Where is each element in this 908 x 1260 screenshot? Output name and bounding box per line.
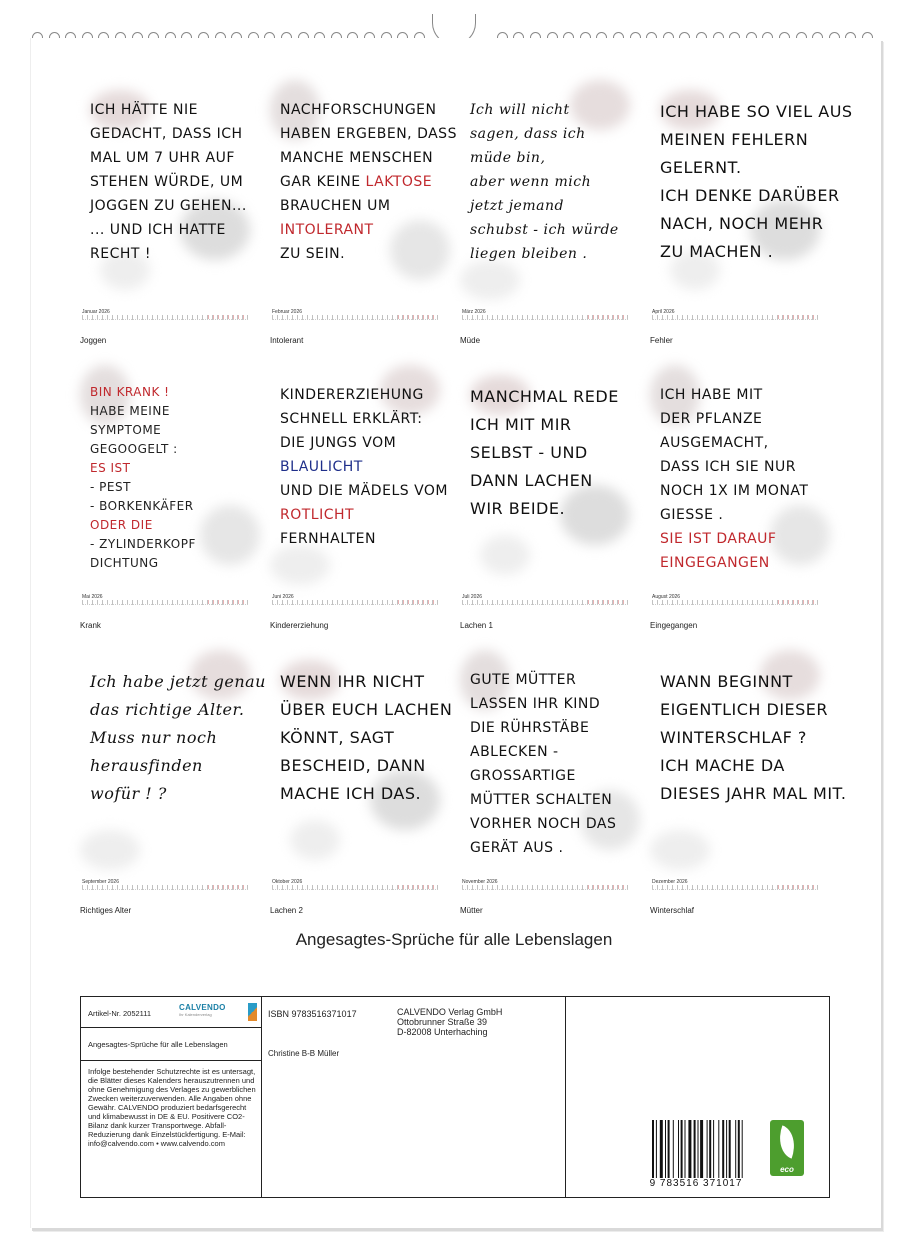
quote-line (90, 516, 242, 535)
month-caption: Mütter (460, 906, 483, 915)
quote-line-text: MÜTTER SCHALTEN (470, 792, 613, 808)
quote-line-text: BESCHEID, DANN (280, 756, 426, 775)
calendar-month: November 2026 (462, 879, 498, 885)
quote-line (280, 242, 432, 266)
ink-splash (460, 260, 520, 300)
quote-line-text: RECHT ! (90, 246, 151, 262)
quote-line-text: JOGGEN ZU GEHEN... (90, 198, 247, 214)
quote-text (280, 98, 457, 266)
calendar-days (652, 600, 818, 605)
quote-line-highlight: BLAULICHT (280, 459, 363, 475)
quote-line-text: GROSSARTIGE (470, 768, 576, 784)
quote-line (90, 146, 242, 170)
quote-line (280, 479, 449, 503)
quote-line (660, 210, 824, 238)
quote-line (470, 122, 622, 146)
quote-line-text: jetzt jemand (470, 198, 564, 214)
quote-line-text: NOCH 1X IM MONAT (660, 483, 809, 499)
quote-line (660, 238, 812, 266)
calendar-month: Oktober 2026 (272, 879, 303, 885)
barcode-number: 9 783516 371017 (649, 1178, 743, 1189)
quote-text (470, 383, 622, 523)
quote-line (280, 724, 432, 752)
quote-card (460, 365, 630, 590)
quote-line (90, 497, 242, 516)
quote-text (660, 98, 853, 266)
barcode-bar (681, 1120, 683, 1178)
quote-line-text: müde bin, (470, 150, 546, 166)
quote-line-text: SCHNELL ERKLÄRT: (280, 411, 423, 427)
quote-line-text: DASS ICH SIE NUR (660, 459, 796, 475)
ink-splash (290, 820, 340, 860)
calendar-days (652, 315, 818, 320)
ink-splash (480, 535, 530, 575)
quote-text (90, 668, 266, 808)
quote-line (280, 455, 432, 479)
imprint-column-left (81, 997, 262, 1197)
quote-line (470, 668, 622, 692)
quote-line (470, 439, 622, 467)
quote-line (280, 218, 432, 242)
quote-line-text: ... UND ICH HATTE (90, 222, 226, 238)
quote-line (660, 407, 812, 431)
quote-line-text: MANCHE MENSCHEN (280, 150, 434, 166)
quote-line (470, 812, 622, 836)
leaf-icon (773, 1125, 801, 1158)
quote-line-highlight: - ZYLINDERKOPF (90, 537, 196, 551)
quote-line-text: LASSEN IHR KIND (470, 696, 601, 712)
quote-line (280, 407, 432, 431)
calendar-strip (270, 309, 440, 323)
quote-line (280, 780, 432, 808)
quote-line-text: HABEN ERGEBEN, DASS (280, 126, 457, 142)
quote-line-highlight: ODER DIE (90, 518, 153, 532)
imprint-column-middle (263, 997, 566, 1197)
calendar-strip (80, 594, 250, 608)
barcode-bar (678, 1120, 679, 1178)
ink-splash (80, 830, 140, 870)
quote-line-text: NACH, NOCH MEHR (660, 214, 824, 233)
quote-line (90, 459, 242, 478)
quote-line-text: FERNHALTEN (280, 531, 376, 547)
quote-line (280, 146, 432, 170)
calendar-days (82, 315, 248, 320)
calendar-days (462, 315, 628, 320)
barcode-bar (742, 1120, 743, 1178)
barcode-bar (713, 1120, 714, 1178)
month-caption: Intolerant (270, 336, 304, 345)
barcode-bar (718, 1120, 719, 1178)
barcode-bar (660, 1120, 663, 1178)
quote-line (470, 740, 622, 764)
quote-line-text: SELBST - UND (470, 443, 588, 462)
quote-line (90, 421, 242, 440)
quote-line-text: MANCHMAL REDE (470, 387, 619, 406)
quote-line-text: DIE JUNGS VOM (280, 435, 397, 451)
quote-line (280, 383, 432, 407)
quote-card (80, 80, 250, 305)
barcode-bar (722, 1120, 724, 1178)
quote-line (280, 170, 432, 194)
quote-line-text: sagen, dass ich (470, 126, 586, 142)
quote-line (660, 668, 812, 696)
month-caption: Kindererziehung (270, 621, 329, 630)
barcode-bar (707, 1120, 708, 1178)
quote-line-text: EIGENTLICH DIESER (660, 700, 829, 719)
calendar-month: September 2026 (82, 879, 119, 885)
barcode-bar (685, 1120, 686, 1178)
quote-line-text: ICH HÄTTE NIE (90, 102, 198, 118)
calendar-strip (270, 879, 440, 893)
calendar-month: Januar 2026 (82, 309, 110, 315)
quote-line (90, 696, 245, 724)
quote-line (660, 527, 812, 551)
quote-line (660, 154, 812, 182)
barcode-bar (735, 1120, 736, 1178)
quote-line (280, 696, 453, 724)
month-caption: Lachen 2 (270, 906, 303, 915)
publisher-address: CALVENDO Verlag GmbH Ottobrunner Straße 39 D-82008 Unterhaching (397, 1007, 503, 1037)
quote-line (90, 554, 242, 573)
quote-line-text: UND DIE MÄDELS VOM (280, 483, 449, 499)
quote-line (280, 527, 432, 551)
quote-line (90, 383, 242, 402)
quote-line-text: BRAUCHEN UM (280, 198, 391, 214)
quote-line (470, 170, 622, 194)
quote-line-text: ZU MACHEN . (660, 242, 774, 261)
quote-line-text: WIR BEIDE. (470, 499, 566, 518)
quote-line-text: DIESES JAHR MAL MIT. (660, 784, 847, 803)
quote-line (470, 692, 622, 716)
quote-line-text: Ich habe jetzt genau (90, 672, 266, 691)
isbn: ISBN 9783516371017 (268, 1009, 357, 1019)
quote-line-text: ICH HABE SO VIEL AUS (660, 102, 853, 121)
month-caption: Winterschlaf (650, 906, 695, 915)
barcode-bar (726, 1120, 727, 1178)
barcode (649, 1120, 752, 1194)
quote-line-highlight: INTOLERANT (280, 222, 374, 238)
calendar-strip (460, 594, 630, 608)
quote-line (90, 478, 242, 497)
calendar-strip (80, 309, 250, 323)
quote-line (470, 383, 622, 411)
quote-line (90, 402, 242, 421)
quote-text (470, 98, 622, 266)
quote-line (90, 535, 242, 554)
barcode-bar (698, 1120, 699, 1178)
quote-card (460, 650, 630, 875)
quote-line-text: WANN BEGINNT (660, 672, 793, 691)
quote-line (660, 126, 812, 154)
quote-line (660, 479, 812, 503)
quote-text (280, 383, 449, 551)
barcode-bar (668, 1120, 670, 1178)
calendar-days (272, 315, 438, 320)
author: Christine B-B Müller (268, 1049, 340, 1058)
quote-line (90, 668, 266, 696)
month-caption: Müde (460, 336, 481, 345)
quote-line-highlight: LAKTOSE (365, 174, 433, 190)
ink-splash (650, 830, 710, 870)
quote-line-highlight: BIN KRANK ! (90, 385, 170, 399)
quote-line (660, 182, 840, 210)
quote-line-text: MAL UM 7 UHR AUF (90, 150, 235, 166)
quote-line-text: ICH MIT MIR (470, 415, 572, 434)
quote-line (470, 716, 622, 740)
quote-line-text: AUSGEMACHT, (660, 435, 769, 451)
quote-line (660, 431, 812, 455)
quote-line-text: das richtige Alter. (90, 700, 245, 719)
quote-card (650, 650, 847, 875)
quote-line-text: MACHE ICH DAS. (280, 784, 422, 803)
quote-line-highlight: SYMPTOME (90, 423, 162, 437)
quote-line (280, 431, 432, 455)
quote-line-text: GIESSE . (660, 507, 724, 523)
quote-line (90, 122, 242, 146)
calendar-strip (650, 309, 820, 323)
calendar-month: Juli 2026 (462, 594, 483, 600)
quote-line (470, 218, 622, 242)
quote-line (660, 551, 812, 575)
quote-line-text: liegen bleiben . (470, 246, 588, 262)
legal-info: Infolge bestehender Schutzrechte ist es untersagt, die Blätter dieses Kalenders herauszutrennen und ohne Genehmigung des Verlages zu gewerblichen Zwecken weiterzuverwenden. Alle Angaben ohne Gewähr. CALVENDO produziert bedarfsgerecht und klimabewusst in DE & EU. Positivere CO2-Bilanz dank kurzer Transportwege. Abfall-Reduzierung dank Einzelstückfertigung. E-Mail: info@calvendo.com • www.calvendo.com (88, 1067, 256, 1148)
calendar-month: Mai 2026 (82, 594, 103, 600)
calendar-month: April 2026 (652, 309, 675, 315)
quote-line-highlight: ES IST (90, 461, 131, 475)
quote-line (660, 98, 853, 126)
quote-text (470, 668, 622, 860)
article-number: Artikel-Nr. 2052111 (88, 1009, 152, 1018)
quote-line-text: DIE RÜHRSTÄBE (470, 720, 590, 736)
quote-line (470, 411, 622, 439)
quote-line-text: KÖNNT, SAGT (280, 728, 395, 747)
quote-line-text: wofür ! ? (90, 784, 167, 803)
quote-line (470, 242, 622, 266)
calendar-strip (460, 309, 630, 323)
quote-line-highlight: ROTLICHT (280, 507, 355, 523)
quote-line (660, 780, 847, 808)
quote-line (660, 503, 812, 527)
barcode-bar (738, 1120, 740, 1178)
quote-card (460, 80, 630, 305)
quote-line-text: MEINEN FEHLERN (660, 130, 809, 149)
calendar-strip (460, 879, 630, 893)
quote-line (280, 122, 457, 146)
calendar-days (462, 885, 628, 890)
quote-line-highlight: DICHTUNG (90, 556, 159, 570)
quote-line-text: ICH HABE MIT (660, 387, 763, 403)
calendar-strip (650, 879, 820, 893)
month-caption: Joggen (80, 336, 107, 345)
calvendo-flag-icon (248, 1003, 257, 1021)
quote-line-text: ZU SEIN. (280, 246, 346, 262)
quote-line-text: STEHEN WÜRDE, UM (90, 174, 244, 190)
calendar-month: Dezember 2026 (652, 879, 688, 885)
quote-line (90, 780, 242, 808)
quote-line (90, 724, 242, 752)
quote-line-text: DER PFLANZE (660, 411, 763, 427)
quote-line-text: GERÄT AUS . (470, 840, 564, 856)
quote-line-highlight: SIE IST DARAUF (660, 531, 777, 547)
barcode-bar (700, 1120, 703, 1178)
quote-line (660, 752, 812, 780)
quote-text (660, 383, 812, 575)
quote-text (660, 668, 847, 808)
quote-line (90, 170, 242, 194)
quote-line-text: schubst - ich würde (470, 222, 619, 238)
calendar-month: Februar 2026 (272, 309, 303, 315)
quote-line (280, 98, 437, 122)
quote-line-highlight: GEGOOGELT : (90, 442, 178, 456)
quote-line-text: KINDERERZIEHUNG (280, 387, 424, 403)
quote-line (470, 467, 622, 495)
quote-line (660, 724, 812, 752)
calendar-strip (270, 594, 440, 608)
quote-text (90, 98, 247, 266)
quote-card (650, 365, 820, 590)
quote-line (90, 218, 242, 242)
quote-line-text: herausfinden (90, 756, 203, 775)
calendar-days (272, 885, 438, 890)
quote-line-highlight: - BORKENKÄFER (90, 499, 194, 513)
calendar-strip (650, 594, 820, 608)
month-caption: Lachen 1 (460, 621, 493, 630)
quote-line (280, 503, 432, 527)
month-caption: Eingegangen (650, 621, 698, 630)
quote-line-text: GAR KEINE (280, 174, 366, 190)
quote-text (280, 668, 453, 808)
barcode-bar (709, 1120, 711, 1178)
quote-card (270, 80, 457, 305)
month-caption: Krank (80, 621, 101, 630)
month-caption: Fehler (650, 336, 673, 345)
calendar-title: Angesagtes-Sprüche für alle Lebenslagen (295, 930, 613, 949)
quote-card (270, 650, 453, 875)
calendar-days (462, 600, 628, 605)
quote-line (280, 752, 432, 780)
eco-badge: eco (770, 1120, 804, 1176)
calendar-days (82, 885, 248, 890)
quote-line-text: ICH MACHE DA (660, 756, 785, 775)
calendar-month: August 2026 (652, 594, 681, 600)
quote-line (470, 98, 622, 122)
quote-line-highlight: - PEST (90, 480, 131, 494)
quote-line-text: aber wenn mich (470, 174, 592, 190)
quote-line (90, 194, 247, 218)
quote-line (280, 194, 432, 218)
quote-line (660, 383, 812, 407)
quote-line (470, 836, 622, 860)
quote-line (470, 495, 622, 523)
quote-line-text: WINTERSCHLAF ? (660, 728, 807, 747)
quote-line (470, 764, 622, 788)
barcode-bar (688, 1120, 691, 1178)
calendar-days (652, 885, 818, 890)
quote-line-text: GUTE MÜTTER (470, 672, 577, 688)
quote-line-text: ÜBER EUCH LACHEN (280, 700, 453, 719)
imprint-title: Angesagtes-Sprüche für alle Lebenslagen (88, 1040, 228, 1049)
calendar-month: März 2026 (462, 309, 486, 315)
quote-line-highlight: HABE MEINE (90, 404, 170, 418)
barcode-bar (729, 1120, 731, 1178)
quote-line (90, 752, 242, 780)
quote-line (90, 98, 242, 122)
quote-line (470, 194, 622, 218)
barcode-bar (652, 1120, 654, 1178)
quote-line-text: WENN IHR NICHT (280, 672, 425, 691)
calvendo-logo: CALVENDO Ihr Kalenderverlag (179, 1003, 257, 1021)
quote-line-text: DANN LACHEN (470, 471, 593, 490)
quote-line-text: ABLECKEN - (470, 744, 559, 760)
barcode-bar (656, 1120, 657, 1178)
quote-card (80, 365, 250, 590)
quote-card (80, 650, 266, 875)
calendar-days (272, 600, 438, 605)
quote-line (470, 788, 622, 812)
barcode-bar (665, 1120, 666, 1178)
quote-line-text: Muss nur noch (90, 728, 218, 747)
calendar-month: Juni 2026 (272, 594, 294, 600)
quote-line (90, 440, 242, 459)
quote-line (660, 455, 812, 479)
quote-line (660, 696, 829, 724)
calendar-days (82, 600, 248, 605)
quote-text (90, 383, 242, 573)
barcode-bar (673, 1120, 674, 1178)
quote-line-text: ICH DENKE DARÜBER (660, 186, 840, 205)
quote-line-text: Ich will nicht (470, 102, 570, 118)
calendar-strip (80, 879, 250, 893)
quote-line-highlight: EINGEGANGEN (660, 555, 770, 571)
quote-card (270, 365, 449, 590)
quote-line (280, 668, 432, 696)
barcode-bars (652, 1120, 752, 1178)
quote-card (650, 80, 853, 305)
quote-line-text: NACHFORSCHUNGEN (280, 102, 437, 118)
quote-line (470, 146, 622, 170)
barcode-bar (694, 1120, 696, 1178)
quote-line-text: GEDACHT, DASS ICH (90, 126, 243, 142)
quote-line-text: VORHER NOCH DAS (470, 816, 617, 832)
quote-line (90, 242, 242, 266)
month-caption: Richtiges Alter (80, 906, 132, 915)
quote-line-text: GELERNT. (660, 158, 742, 177)
ink-splash (270, 545, 330, 585)
